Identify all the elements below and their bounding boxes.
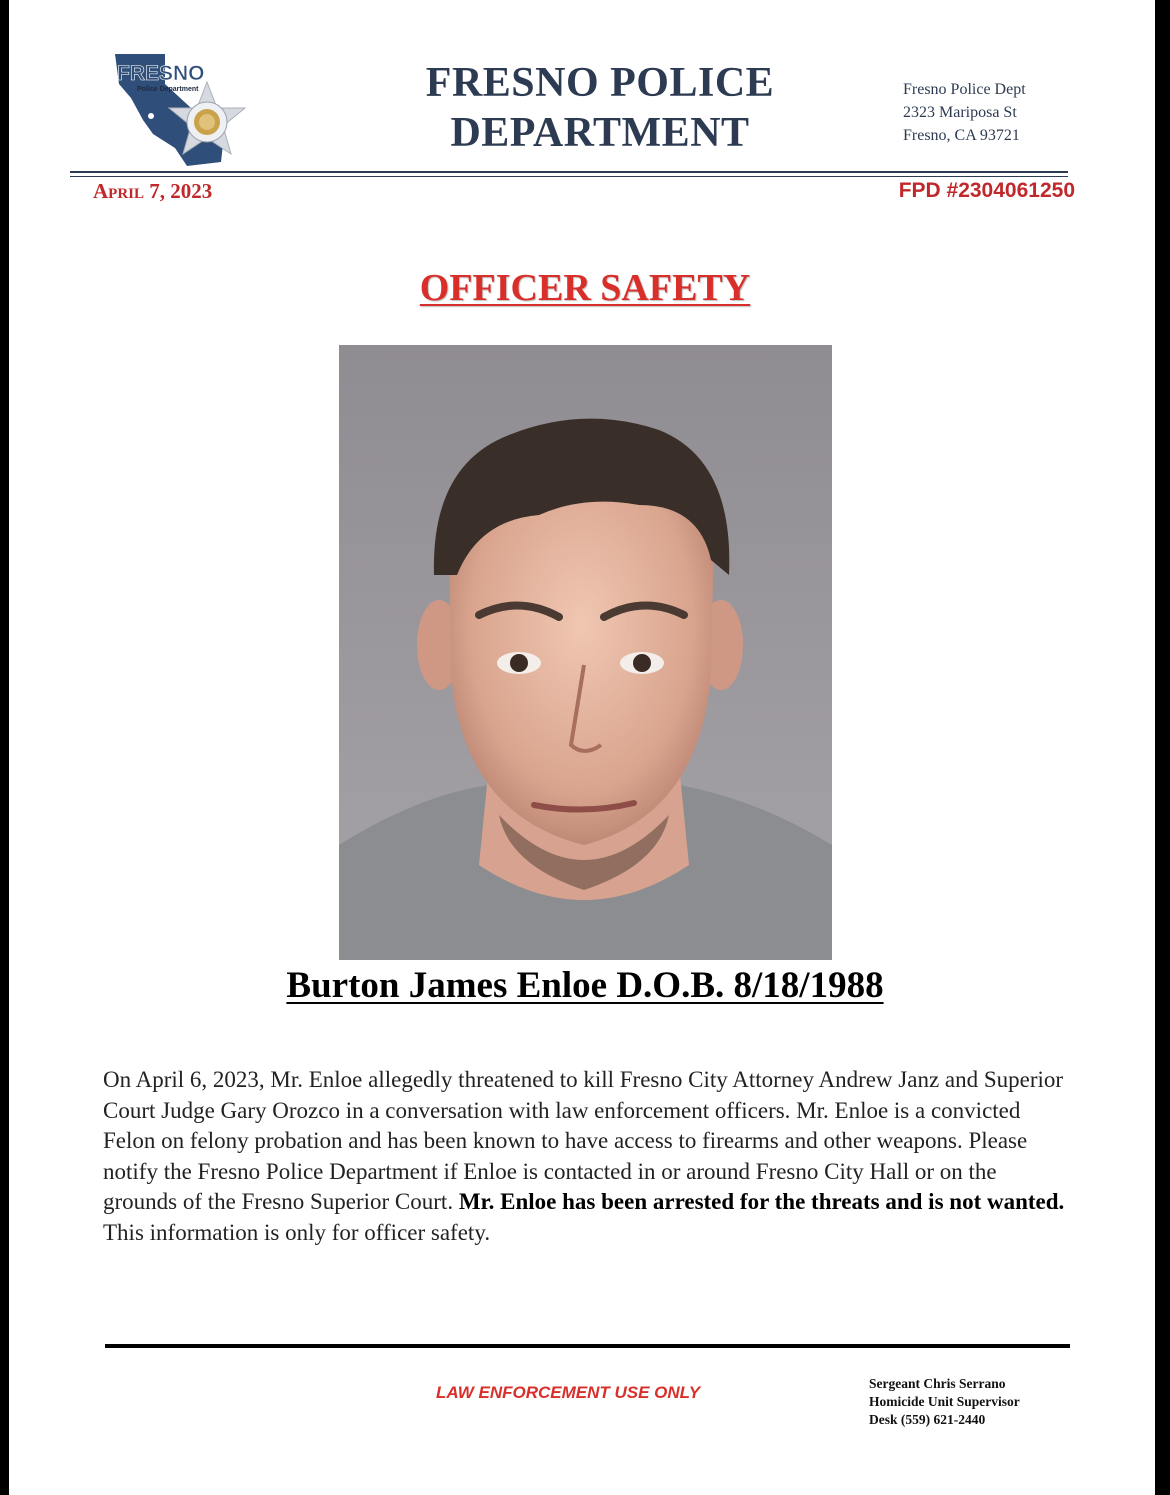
contact-name: Sergeant Chris Serrano <box>869 1376 1006 1391</box>
header-divider-thin <box>70 176 1068 177</box>
contact-phone: Desk (559) 621-2440 <box>869 1412 986 1427</box>
contact-block <box>869 1375 1020 1429</box>
fresno-pd-logo <box>103 44 248 168</box>
bulletin-date-text: April 7, 2023 <box>93 179 213 203</box>
address-line1: Fresno Police Dept <box>903 81 1026 98</box>
department-title <box>340 58 860 158</box>
department-title-line1: FRESNO POLICE <box>425 60 775 106</box>
subject-photo <box>339 345 832 960</box>
case-number: FPD #2304061250 <box>898 179 1075 202</box>
officer-safety-heading: OFFICER SAFETY <box>419 267 751 309</box>
alert-description-part1: On April 6, 2023, Mr. Enloe allegedly threatened to kill Fresno City Attorney Andrew Janz and Superior Court Judge Gary Orozco in a conversation with law enforcement officers. Mr. Enloe is a convicted Felon on felony probation and has been known to have access to firearms and other weapons. Please notify the Fresno Police Department if Enloe is contacted in or around Fresno City Hall or on the grounds of the Fresno Superior Court. <box>103 1067 1064 1214</box>
address-line2: 2323 Mariposa St <box>903 104 1017 121</box>
header-divider-thick <box>70 171 1068 173</box>
footer-divider <box>105 1344 1070 1348</box>
logo-wordmark: FRESNO <box>117 62 205 85</box>
department-title-line2: DEPARTMENT <box>450 110 750 156</box>
contact-role: Homicide Unit Supervisor <box>869 1394 1020 1409</box>
alert-description-bold: Mr. Enloe has been arrested for the threats and is not wanted. <box>458 1189 1065 1214</box>
restriction-notice: LAW ENFORCEMENT USE ONLY <box>436 1383 701 1402</box>
alert-description-part2: This information is only for officer safety. <box>103 1219 491 1245</box>
subject-name-dob: Burton James Enloe D.O.B. 8/18/1988 <box>286 965 884 1006</box>
bulletin-date <box>93 179 212 204</box>
logo-subtext: Police Department <box>137 86 199 93</box>
alert-description <box>103 1065 1071 1248</box>
department-address <box>903 78 1026 147</box>
address-line3: Fresno, CA 93721 <box>903 127 1020 144</box>
